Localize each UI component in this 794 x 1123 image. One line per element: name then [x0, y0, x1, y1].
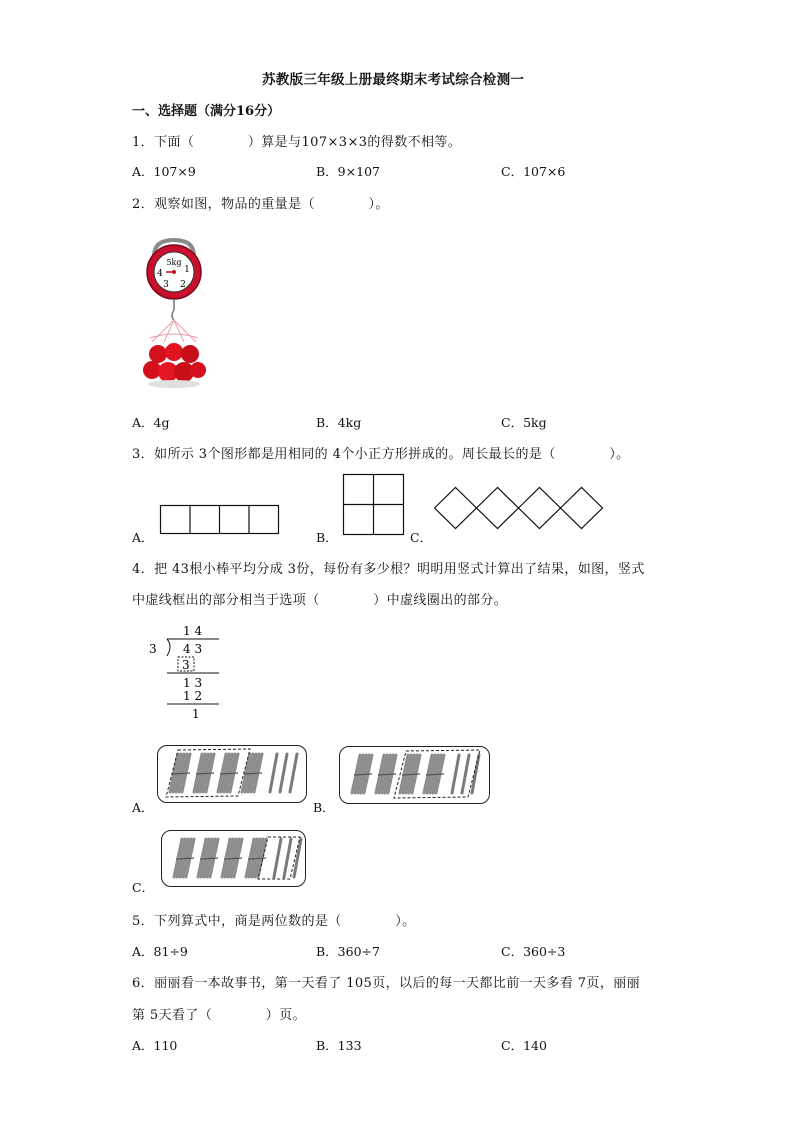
q3-label-c[interactable]: C． — [410, 530, 433, 545]
question-6-text-line1: 6．丽丽看一本故事书，第一天看了 105页，以后的每一天都比前一天多看 7页，丽丽 — [132, 976, 641, 991]
stick-bundle-icon — [352, 755, 372, 793]
question-6-text-line2: 第 5天看了（ ）页。 — [132, 1008, 307, 1023]
stick-bundle-icon — [376, 755, 396, 793]
q5-option-b[interactable]: B．360÷7 — [316, 944, 380, 959]
q6-option-b[interactable]: B．133 — [316, 1038, 362, 1053]
stick-bundle-icon — [400, 755, 420, 793]
question-2-text: 2．观察如图，物品的重量是（ ）。 — [132, 197, 389, 212]
shape-c-diamonds — [434, 487, 606, 531]
q3-label-a[interactable]: A． — [132, 530, 154, 545]
single-stick-icon — [274, 839, 281, 877]
q3-label-b[interactable]: B． — [316, 530, 338, 545]
q2-option-b[interactable]: B．4kg — [316, 415, 362, 430]
division-step2: 1 2 — [183, 689, 203, 703]
q4-option-b-box[interactable] — [339, 746, 490, 804]
question-3-text: 3．如所示 3个图形都是用相同的 4个小正方形拼成的。周长最长的是（ ）。 — [132, 447, 630, 462]
division-divisor: 3 — [149, 642, 157, 656]
stick-bundle-icon — [242, 754, 262, 792]
stick-bundles-b — [340, 747, 489, 803]
stick-bundle-icon — [170, 754, 190, 792]
stick-bundle-icon — [218, 754, 238, 792]
stick-bundle-icon — [424, 755, 444, 793]
q4-label-a[interactable]: A． — [132, 800, 154, 815]
q4-label-b[interactable]: B． — [313, 800, 335, 815]
dial-unit-label: 5kg — [166, 258, 182, 267]
question-4-text-line1: 4．把 43根小棒平均分成 3份，每份有多少根？明明用竖式计算出了结果，如图，竖式 — [132, 562, 645, 577]
q6-option-a[interactable]: A．110 — [132, 1038, 178, 1053]
dial-label-2: 2 — [180, 280, 186, 290]
long-division-diagram — [145, 620, 225, 724]
stick-bundle-icon — [174, 839, 194, 877]
q5-option-c[interactable]: C．360÷3 — [501, 944, 566, 959]
q1-option-b[interactable]: B．9×107 — [316, 164, 380, 179]
single-stick-icon — [472, 755, 479, 793]
single-stick-icon — [294, 839, 301, 877]
single-stick-icon — [452, 755, 459, 793]
q1-option-c[interactable]: C．107×6 — [501, 164, 566, 179]
shape-b-square-grid — [343, 474, 405, 536]
q6-option-c[interactable]: C．140 — [501, 1038, 547, 1053]
question-4-text-line2: 中虚线框出的部分相当于选项（ ）中虚线圈出的部分。 — [132, 593, 508, 608]
scale-with-apples-image — [140, 238, 212, 394]
q2-option-a[interactable]: A．4g — [132, 415, 170, 430]
question-5-text: 5．下列算式中，商是两位数的是（ ）。 — [132, 914, 416, 929]
division-step1: 1 3 — [183, 676, 203, 690]
division-dividend: 4 3 — [183, 642, 203, 656]
single-stick-icon — [270, 754, 277, 792]
dial-label-4: 4 — [157, 269, 163, 279]
q1-option-a[interactable]: A．107×9 — [132, 164, 196, 179]
q2-option-c[interactable]: C．5kg — [501, 415, 547, 430]
single-stick-icon — [284, 839, 291, 877]
stick-bundle-icon — [194, 754, 214, 792]
question-1-text: 1．下面（ ）算是与107×3×3的得数不相等。 — [132, 135, 462, 150]
section-heading: 一、选择题（满分16分） — [132, 104, 281, 119]
q4-option-a-box[interactable] — [157, 745, 307, 803]
division-boxed-digit: 3 — [182, 658, 190, 672]
division-quotient: 1 4 — [183, 624, 203, 638]
q4-option-c-box[interactable] — [161, 830, 306, 887]
stick-bundles-c — [162, 831, 305, 886]
dial-label-1: 1 — [184, 265, 190, 275]
page-title: 苏教版三年级上册最终期末考试综合检测一 — [262, 72, 525, 88]
stick-bundle-icon — [198, 839, 218, 877]
single-stick-icon — [462, 755, 469, 793]
q5-option-a[interactable]: A．81÷9 — [132, 944, 188, 959]
dial-label-3: 3 — [163, 280, 169, 290]
single-stick-icon — [290, 754, 297, 792]
stick-bundles-a — [158, 746, 306, 802]
division-remainder: 1 — [192, 707, 200, 721]
stick-bundle-icon — [246, 839, 266, 877]
single-stick-icon — [280, 754, 287, 792]
q4-label-c[interactable]: C． — [132, 880, 155, 895]
stick-bundle-icon — [222, 839, 242, 877]
shape-a-row-squares — [160, 505, 280, 535]
